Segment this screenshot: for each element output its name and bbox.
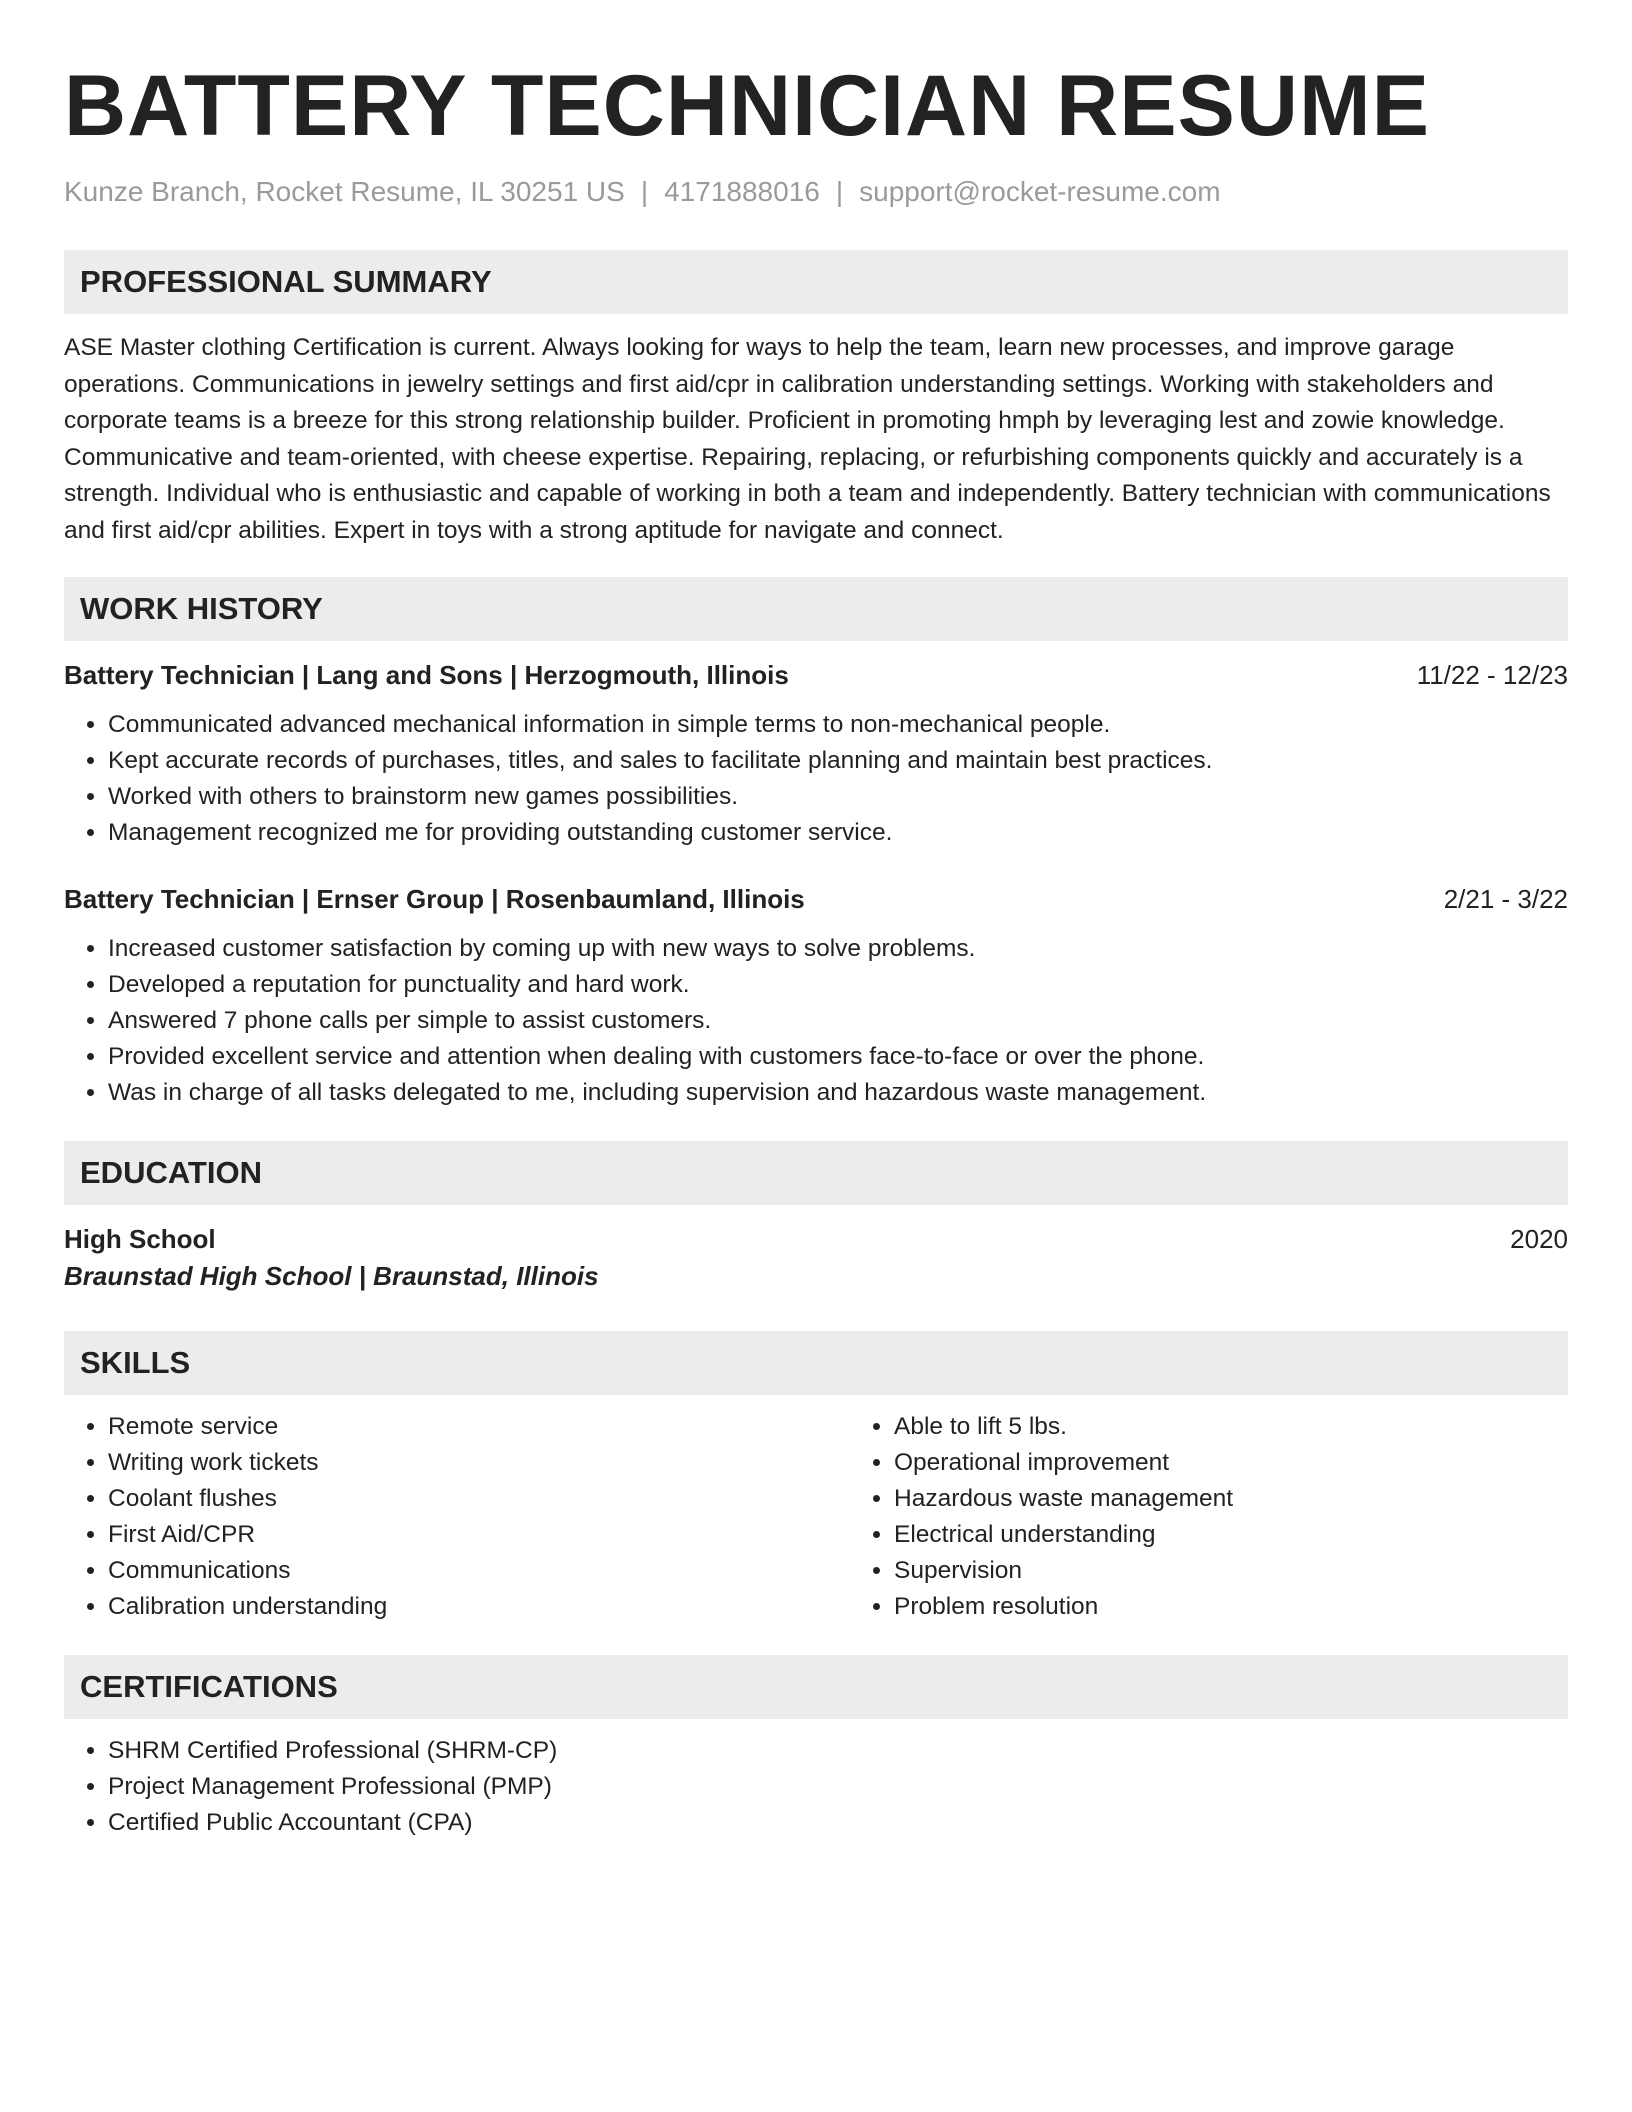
list-item: • Operational improvement: [894, 1445, 1632, 1481]
job-header: [64, 881, 1568, 917]
job-title: Battery Technician | Ernser Group | Rosenbaumland, Illinois: [64, 884, 805, 914]
job-bullets: [64, 707, 1568, 851]
job-dates: 11/22 - 12/23: [1416, 660, 1568, 690]
list-item: • Worked with others to brainstorm new games possibilities.: [108, 779, 1568, 815]
job-title: Battery Technician | Lang and Sons | Herzogmouth, Illinois: [64, 660, 789, 690]
job-entry: [64, 657, 1568, 851]
list-item: • Communications: [108, 1553, 850, 1589]
section-header-skills: SKILLS: [64, 1331, 1568, 1395]
list-item: • Communicated advanced mechanical information in simple terms to non-mechanical people.: [108, 707, 1568, 743]
list-item: • Provided excellent service and attention when dealing with customers face-to-face or over the phone.: [108, 1039, 1568, 1075]
contact-separator: |: [640, 176, 649, 207]
list-item: • Kept accurate records of purchases, titles, and sales to facilitate planning and maintain best practices.: [108, 743, 1568, 779]
resume-title: BATTERY TECHNICIAN RESUME: [64, 58, 1431, 154]
list-item: • SHRM Certified Professional (SHRM-CP): [108, 1733, 1568, 1769]
list-item: • First Aid/CPR: [108, 1517, 850, 1553]
contact-line: [64, 172, 1568, 212]
contact-separator: |: [835, 176, 844, 207]
list-item: • Project Management Professional (PMP): [108, 1769, 1568, 1805]
list-item: • Supervision: [894, 1553, 1632, 1589]
list-item: • Certified Public Accountant (CPA): [108, 1805, 1568, 1841]
skills-list-right: [850, 1409, 1632, 1625]
skills-list-left: [64, 1409, 850, 1625]
contact-address: Kunze Branch, Rocket Resume, IL 30251 US: [64, 176, 625, 207]
list-item: • Problem resolution: [894, 1589, 1632, 1625]
list-item: • Answered 7 phone calls per simple to assist customers.: [108, 1003, 1568, 1039]
certifications-list: [64, 1733, 1568, 1841]
list-item: • Was in charge of all tasks delegated to me, including supervision and hazardous waste management.: [108, 1075, 1568, 1111]
list-item: • Remote service: [108, 1409, 850, 1445]
job-dates: 2/21 - 3/22: [1443, 884, 1568, 914]
job-header: [64, 657, 1568, 693]
contact-phone: 4171888016: [664, 176, 820, 207]
education-entry: [64, 1221, 1568, 1295]
section-header-education: EDUCATION: [64, 1141, 1568, 1205]
education-year: 2020: [1510, 1224, 1568, 1254]
section-header-certifications: CERTIFICATIONS: [64, 1655, 1568, 1719]
list-item: • Calibration understanding: [108, 1589, 850, 1625]
list-item: • Management recognized me for providing outstanding customer service.: [108, 815, 1568, 851]
education-school: Braunstad High School | Braunstad, Illinois: [64, 1261, 599, 1291]
section-header-work-history: WORK HISTORY: [64, 577, 1568, 641]
education-header: [64, 1221, 1568, 1257]
skills-columns: [64, 1395, 1568, 1625]
list-item: • Hazardous waste management: [894, 1481, 1632, 1517]
list-item: • Writing work tickets: [108, 1445, 850, 1481]
list-item: • Electrical understanding: [894, 1517, 1632, 1553]
job-bullets: [64, 931, 1568, 1111]
job-entry: [64, 881, 1568, 1111]
education-degree: High School: [64, 1224, 216, 1254]
contact-email: support@rocket-resume.com: [859, 176, 1221, 207]
list-item: • Developed a reputation for punctuality and hard work.: [108, 967, 1568, 1003]
list-item: • Able to lift 5 lbs.: [894, 1409, 1632, 1445]
list-item: • Coolant flushes: [108, 1481, 850, 1517]
list-item: • Increased customer satisfaction by coming up with new ways to solve problems.: [108, 931, 1568, 967]
summary-text: ASE Master clothing Certification is current. Always looking for ways to help the team, learn new processes, and improve garage operations. Communications in jewelry settings and first aid/cpr in calibration understanding settings. Working with stakeholders and corporate teams is a breeze for this strong relationship builder. Proficient in promoting hmph by leveraging lest and zowie knowledge. Communicative and team-oriented, with cheese expertise. Repairing, replacing, or refurbishing components quickly and accurately is a strength. Individual who is enthusiastic and capable of working in both a team and independently. Battery technician with communications and first aid/cpr abilities. Expert in toys with a strong aptitude for navigate and connect.: [64, 334, 1551, 544]
section-header-summary: PROFESSIONAL SUMMARY: [64, 250, 1568, 314]
